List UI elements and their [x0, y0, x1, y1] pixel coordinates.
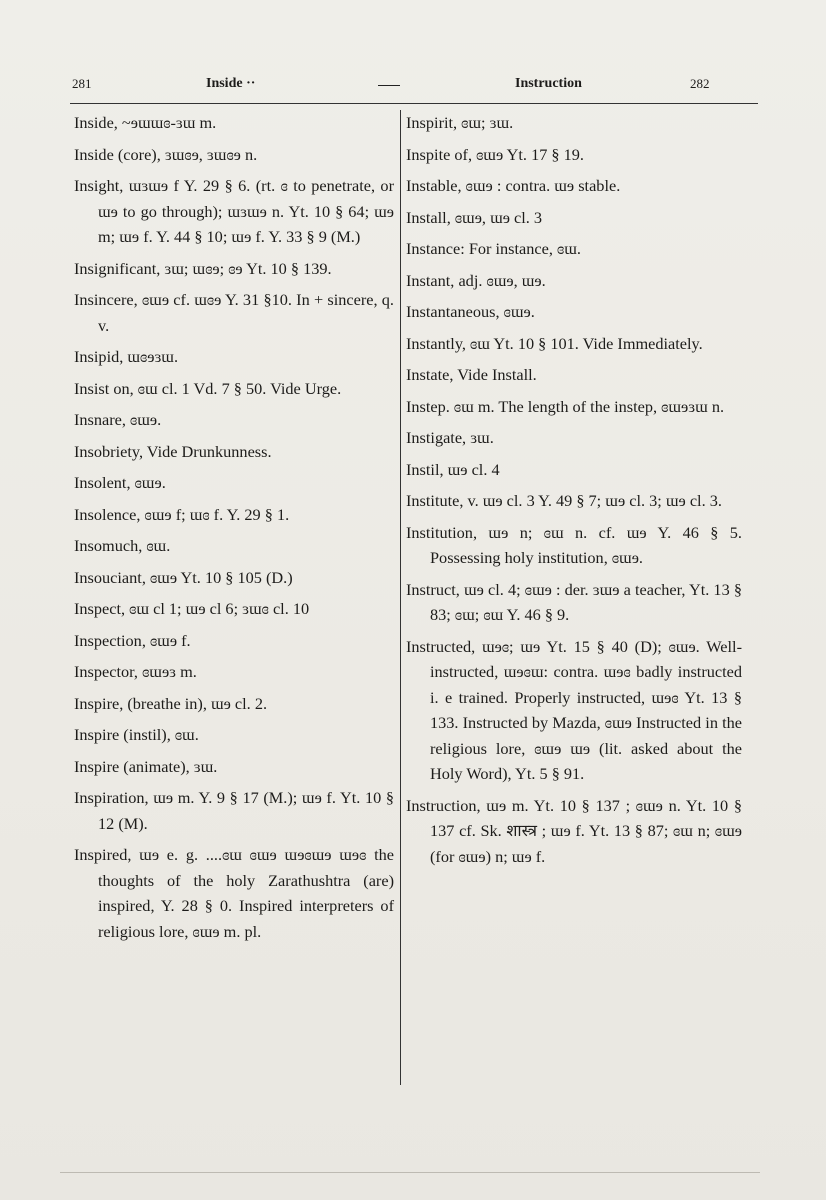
dictionary-entry: Insight, ɯɜɯɘ f Y. 29 § 6. (rt. ɞ to penetrate, or ɯɘ to go through); ɯɜɯɘ n. Yt. 10 § 64; ɯɘ m; ɯɘ f. Y. 44 § 10; ɯɘ f. Y. 33 § 9 (M.) — [74, 176, 394, 246]
right-running-title: Instruction — [515, 76, 582, 91]
left-page-number: 281 — [72, 76, 92, 91]
dictionary-entry: Instable, ɞɯɘ : contra. ɯɘ stable. — [406, 176, 621, 195]
dictionary-entry: Instigate, ɜɯ. — [406, 428, 494, 447]
running-header — [0, 76, 826, 102]
dictionary-entry: Inspect, ɞɯ cl 1; ɯɘ cl 6; ɜɯɞ cl. 10 — [74, 599, 310, 618]
dictionary-entry: Inspection, ɞɯɘ f. — [74, 630, 191, 650]
dictionary-entry: Insolent, ɞɯɘ. — [74, 473, 166, 492]
dictionary-entry: Inspired, ɯɘ e. g. ....ɞɯ ɞɯɘ ɯɘɞɯɘ ɯɘɞ the thoughts of the holy Zarathushtra (are) inspired, Y. 28 § 0. Inspired interpreters of religious lore, ɞɯɘ m. pl. — [74, 845, 394, 941]
dictionary-entry: Insomuch, ɞɯ. — [74, 536, 171, 555]
dictionary-entry: Instantly, ɞɯ Yt. 10 § 101. Vide Immediately. — [406, 333, 703, 353]
header-dash — [378, 85, 400, 86]
dictionary-entry: Instil, ɯɘ cl. 4 — [406, 459, 500, 479]
dictionary-entry: Insolence, ɞɯɘ f; ɯɞ f. Y. 29 § 1. — [74, 504, 290, 524]
dictionary-entry: Instruction, ɯɘ m. Yt. 10 § 137 ; ɞɯɘ n. Yt. 10 § 137 cf. Sk. शास्त्र ; ɯɘ f. Yt. 13 § 87; ɞɯ n; ɞɯɘ (for ɞɯɘ) n; ɯɘ f. — [406, 795, 742, 866]
dictionary-entry: Instep. ɞɯ m. The length of the instep, ɞɯɘɜɯ n. — [406, 396, 725, 416]
dictionary-entry: Insipid, ɯɞɘɜɯ. — [74, 347, 179, 366]
dictionary-entry: Insobriety, Vide Drunkunness. — [74, 441, 272, 461]
right-page-number: 282 — [690, 76, 710, 91]
dictionary-entry: Instantaneous, ɞɯɘ. — [406, 302, 535, 321]
dictionary-entry: Instructed, ɯɘɞ; ɯɘ Yt. 15 § 40 (D); ɞɯɘ. Well-instructed, ɯɘɞɯ: contra. ɯɘɞ badly instructed i. e trained. Properly instructed, ɯɘɞ Yt. 13 § 133. Instructed by Mazda, ɞɯɘ Instructed in the religious lore, ɞɯɘ ɯɘ (lit. asked about the Holy Word), Yt. 5 § 91. — [406, 636, 742, 783]
dictionary-entry: Inspector, ɞɯɘɜ m. — [74, 662, 197, 681]
dictionary-entry: Instance: For instance, ɞɯ. — [406, 239, 581, 258]
dictionary-entry: Insignificant, ɜɯ; ɯɞɘ; ɞɘ Yt. 10 § 139. — [74, 258, 332, 278]
header-rule — [70, 103, 758, 104]
page-bottom-edge — [60, 1172, 760, 1173]
right-column — [406, 110, 742, 875]
dictionary-entry: Insincere, ɞɯɘ cf. ɯɞɘ Y. 31 §10. In + sincere, q. v. — [74, 290, 394, 335]
dictionary-entry: Insouciant, ɞɯɘ Yt. 10 § 105 (D.) — [74, 567, 293, 587]
dictionary-entry: Insist on, ɞɯ cl. 1 Vd. 7 § 50. Vide Urge. — [74, 378, 342, 398]
dictionary-entry: Inspite of, ɞɯɘ Yt. 17 § 19. — [406, 144, 584, 164]
dictionary-entry: Inspire (instil), ɞɯ. — [74, 725, 199, 744]
dictionary-entry: Inspirit, ɞɯ; ɜɯ. — [406, 113, 514, 132]
dictionary-entry: Install, ɞɯɘ, ɯɘ cl. 3 — [406, 207, 543, 227]
dictionary-entry: Inspiration, ɯɘ m. Y. 9 § 17 (M.); ɯɘ f. Yt. 10 § 12 (M). — [74, 788, 394, 833]
dictionary-entry: Instant, adj. ɞɯɘ, ɯɘ. — [406, 270, 546, 290]
left-column — [74, 110, 394, 950]
dictionary-entry: Inspire, (breathe in), ɯɘ cl. 2. — [74, 693, 268, 713]
dictionary-entry: Inspire (animate), ɜɯ. — [74, 756, 218, 776]
dictionary-entry: Institution, ɯɘ n; ɞɯ n. cf. ɯɘ Y. 46 § 5. Possessing holy institution, ɞɯɘ. — [406, 522, 742, 567]
dictionary-entry: Insnare, ɞɯɘ. — [74, 410, 162, 429]
dictionary-entry: Inside, ~ɘɯɯɞ-ɜɯ m. — [74, 113, 217, 132]
column-divider — [400, 110, 401, 1085]
left-running-title: Inside ·· — [206, 76, 256, 91]
dictionary-entry: Institute, v. ɯɘ cl. 3 Y. 49 § 7; ɯɘ cl. 3; ɯɘ cl. 3. — [406, 491, 722, 510]
dictionary-entry: Inside (core), ɜɯɞɘ, ɜɯɞɘ n. — [74, 144, 258, 164]
dictionary-entry: Instate, Vide Install. — [406, 365, 537, 384]
dictionary-entry: Instruct, ɯɘ cl. 4; ɞɯɘ : der. ɜɯɘ a teacher, Yt. 13 § 83; ɞɯ; ɞɯ Y. 46 § 9. — [406, 579, 742, 624]
